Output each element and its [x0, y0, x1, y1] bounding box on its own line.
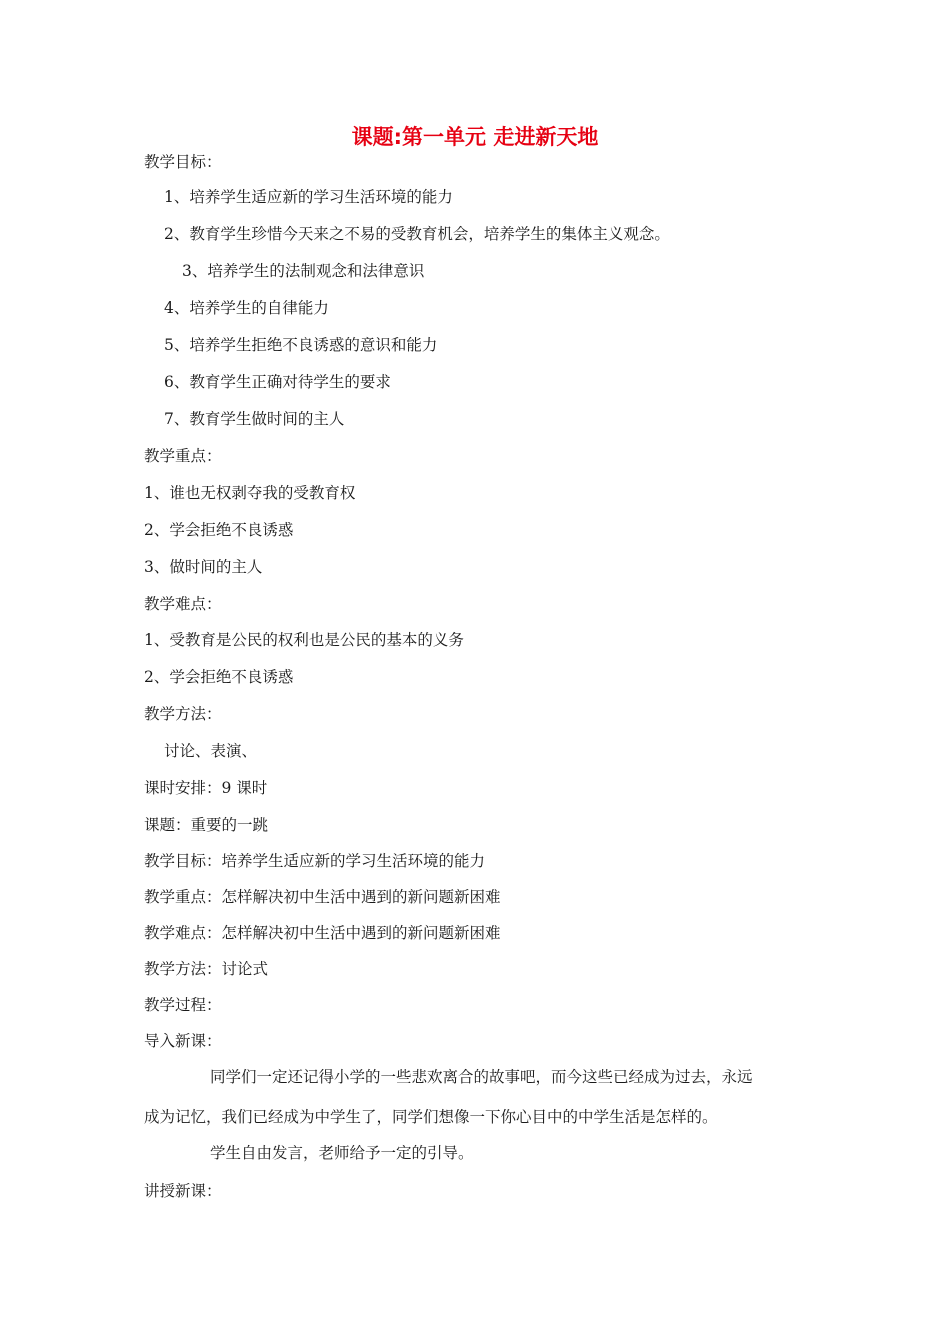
- difficulties-heading: 教学难点：: [144, 595, 222, 613]
- objectives-heading: 教学目标：: [144, 153, 222, 171]
- teach-heading: 讲授新课：: [144, 1182, 222, 1200]
- key-point-item: 3、做时间的主人: [144, 558, 263, 576]
- lesson-topic: 课题：重要的一跳: [144, 816, 269, 834]
- lesson-method: 教学方法：讨论式: [144, 960, 269, 978]
- objective-item: 5、培养学生拒绝不良诱惑的意识和能力: [164, 336, 438, 354]
- objective-item: 7、教育学生做时间的主人: [164, 410, 345, 428]
- intro-heading: 导入新课：: [144, 1032, 222, 1050]
- schedule-text: 课时安排：9 课时: [144, 779, 268, 797]
- page-title: 课题:第一单元 走进新天地: [351, 125, 599, 149]
- lesson-difficulty: 教学难点：怎样解决初中生活中遇到的新问题新困难: [144, 924, 501, 942]
- objective-item: 1、培养学生适应新的学习生活环境的能力: [164, 188, 453, 206]
- intro-paragraph-line: 同学们一定还记得小学的一些悲欢离合的故事吧，而今这些已经成为过去，永远: [210, 1068, 753, 1086]
- objective-item: 2、教育学生珍惜今天来之不易的受教育机会，培养学生的集体主义观念。: [164, 225, 670, 243]
- key-point-item: 2、学会拒绝不良诱惑: [144, 521, 294, 539]
- process-heading: 教学过程：: [144, 996, 222, 1014]
- lesson-key-point: 教学重点：怎样解决初中生活中遇到的新问题新困难: [144, 888, 501, 906]
- methods-text: 讨论、表演、: [164, 742, 258, 760]
- lesson-objective: 教学目标：培养学生适应新的学习生活环境的能力: [144, 852, 486, 870]
- objective-item: 4、培养学生的自律能力: [164, 299, 329, 317]
- objective-item: 6、教育学生正确对待学生的要求: [164, 373, 391, 391]
- intro-paragraph-line: 学生自由发言，老师给予一定的引导。: [210, 1144, 474, 1162]
- objective-item: 3、培养学生的法制观念和法律意识: [182, 262, 425, 280]
- key-points-heading: 教学重点：: [144, 447, 222, 465]
- methods-heading: 教学方法：: [144, 705, 222, 723]
- difficulty-item: 2、学会拒绝不良诱惑: [144, 668, 294, 686]
- key-point-item: 1、谁也无权剥夺我的受教育权: [144, 484, 356, 502]
- intro-paragraph-line: 成为记忆，我们已经成为中学生了，同学们想像一下你心目中的中学生活是怎样的。: [144, 1108, 718, 1126]
- difficulty-item: 1、受教育是公民的权利也是公民的基本的义务: [144, 631, 464, 649]
